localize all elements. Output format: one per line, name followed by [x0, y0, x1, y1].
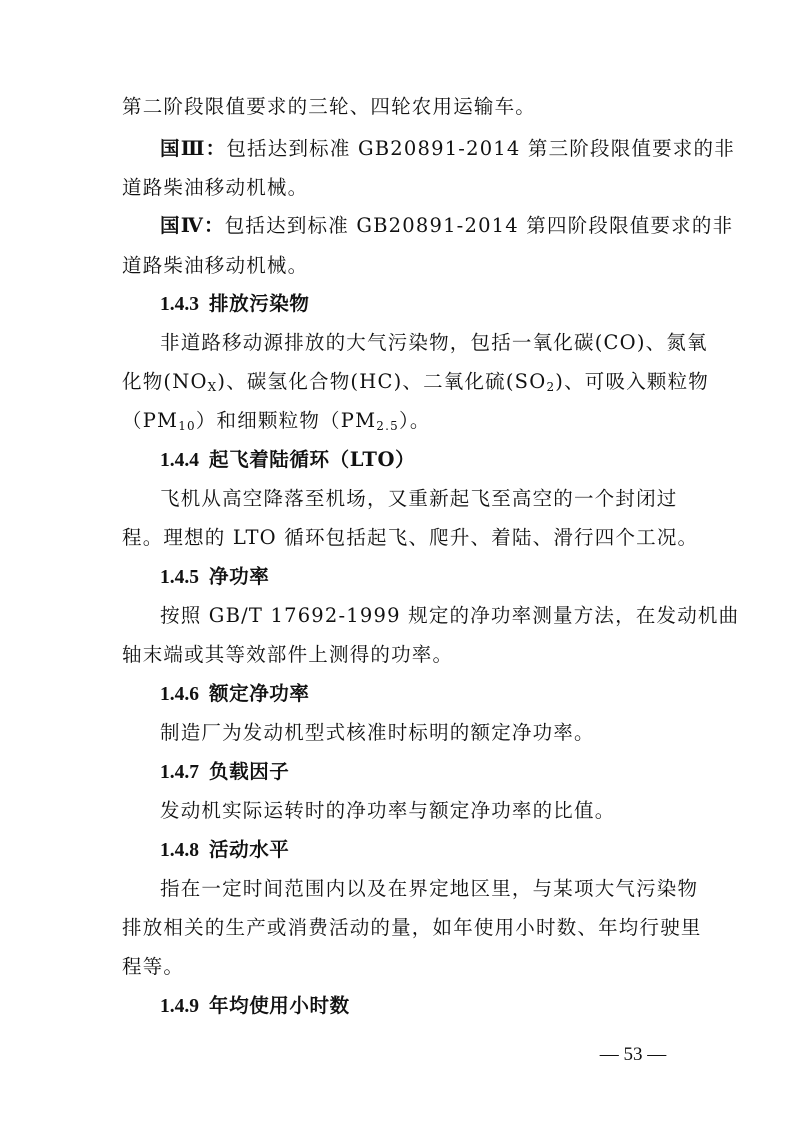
section-heading: 1.4.9 年均使用小时数	[160, 994, 350, 1017]
page-number: — 53 —	[599, 1044, 667, 1065]
paragraph-line: 非道路移动源排放的大气污染物，包括一氧化碳(CO)、氮氧	[160, 331, 708, 354]
paragraph-line: 化物$(NO_X)$、碳氢化合物(HC)、二氧化硫$(SO_2)$、可吸入颗粒物	[122, 370, 709, 394]
paragraph-line: 国Ⅳ：包括达到标准 GB20891-2014 第四阶段限值要求的非	[160, 214, 734, 237]
paragraph-line: 程。理想的 LTO 循环包括起飞、爬升、着陆、滑行四个工况。	[122, 526, 699, 549]
bold-term: 国Ⅳ：	[160, 214, 225, 237]
bold-term: 国Ⅲ：	[160, 137, 227, 160]
paragraph-line: 制造厂为发动机型式核准时标明的额定净功率。	[160, 721, 595, 744]
paragraph-line: 程等。	[122, 955, 185, 978]
paragraph-line: 轴末端或其等效部件上测得的功率。	[122, 643, 454, 666]
paragraph-line: 国Ⅲ：包括达到标准 GB20891-2014 第三阶段限值要求的非	[160, 137, 735, 160]
section-heading: 1.4.7 负载因子	[160, 760, 290, 783]
paragraph-line: $(PM_{10})$和细颗粒物$(PM_{2.5})$。	[122, 409, 431, 433]
section-heading: 1.4.8 活动水平	[160, 838, 290, 861]
paragraph-line: 发动机实际运转时的净功率与额定净功率的比值。	[160, 799, 616, 822]
section-heading: 1.4.6 额定净功率	[160, 682, 310, 705]
paragraph-line: 道路柴油移动机械。	[122, 176, 309, 199]
paragraph-line: 排放相关的生产或消费活动的量，如年使用小时数、年均行驶里	[122, 916, 702, 939]
section-heading: 1.4.3 排放污染物	[160, 292, 310, 315]
paragraph-line: 第二阶段限值要求的三轮、四轮农用运输车。	[122, 95, 537, 118]
section-heading: 1.4.4 起飞着陆循环（LTO）	[160, 448, 416, 471]
paragraph-line: 道路柴油移动机械。	[122, 254, 309, 277]
paragraph-line: 飞机从高空降落至机场，又重新起飞至高空的一个封闭过	[160, 487, 678, 510]
section-heading: 1.4.5 净功率	[160, 565, 270, 588]
paragraph-line: 按照 GB/T 17692-1999 规定的净功率测量方法，在发动机曲	[160, 604, 740, 627]
paragraph-line: 指在一定时间范围内以及在界定地区里，与某项大气污染物	[160, 877, 699, 900]
